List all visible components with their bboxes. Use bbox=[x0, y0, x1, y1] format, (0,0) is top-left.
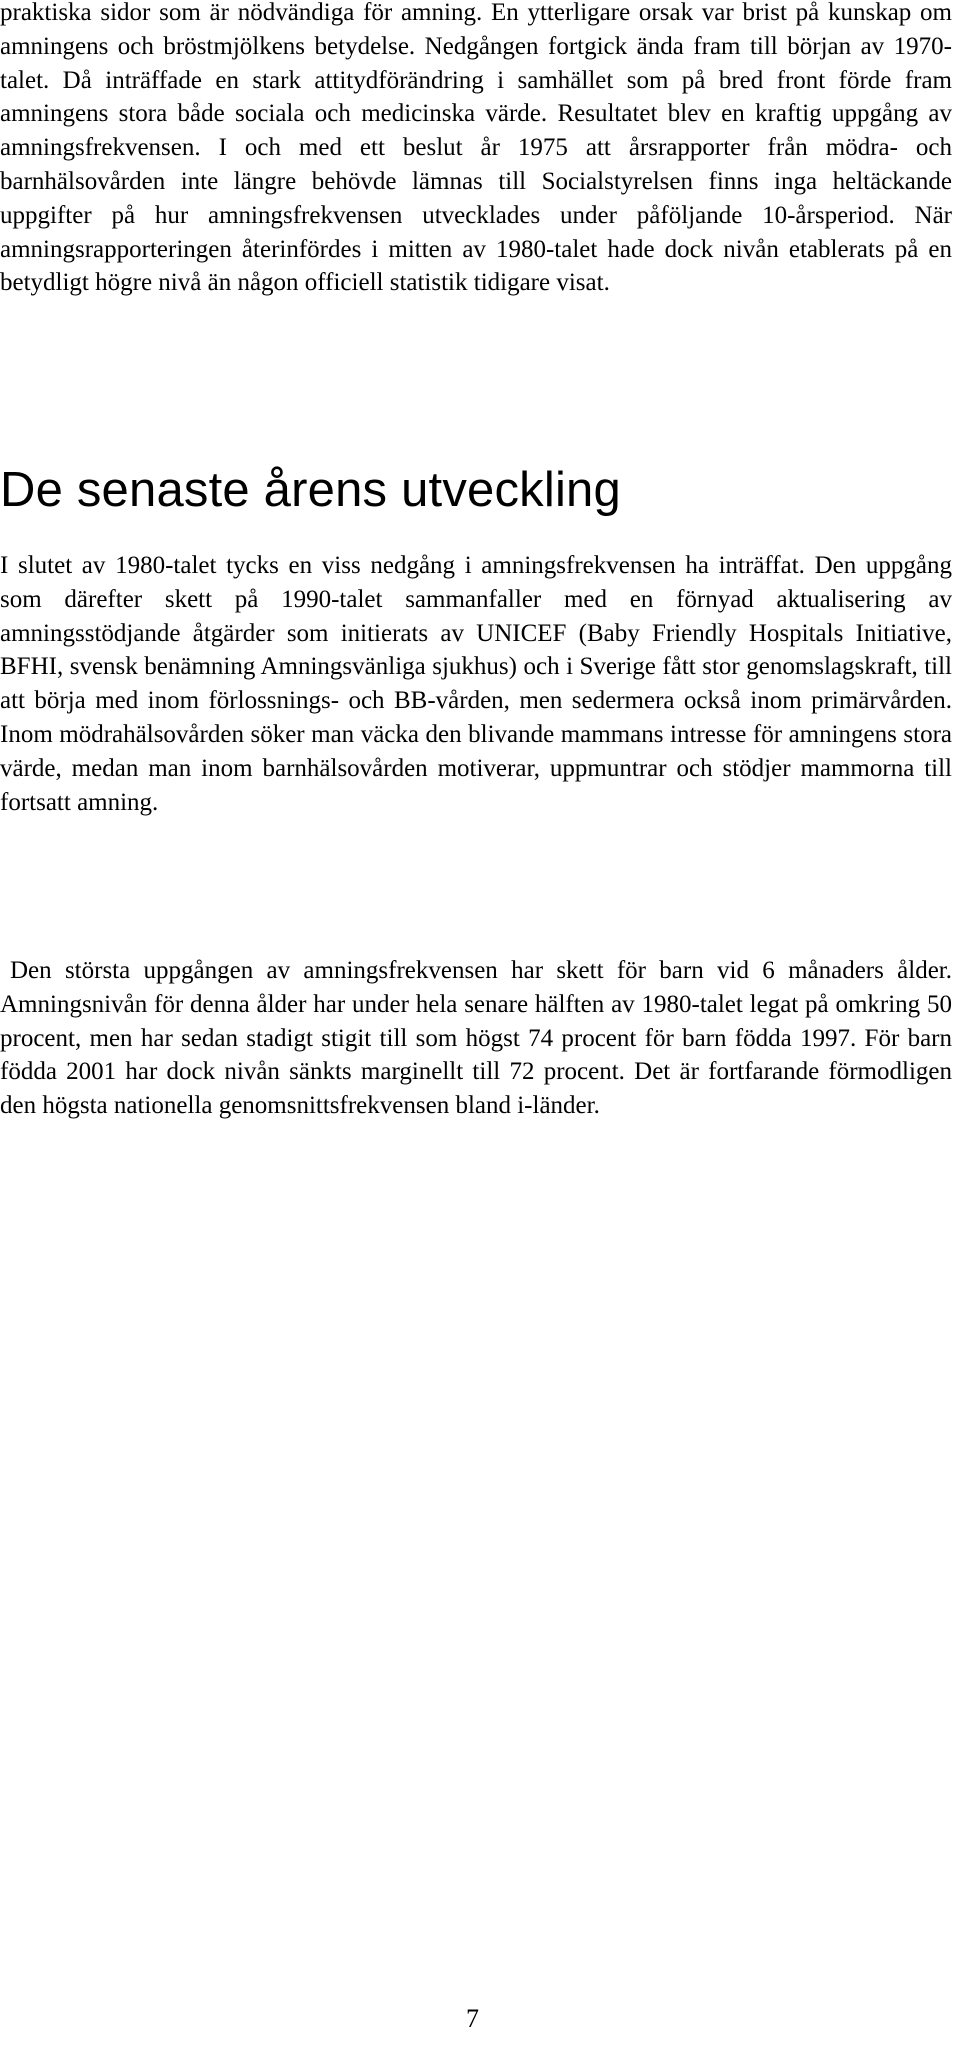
body-paragraph-decline: I slutet av 1980-talet tycks en viss nedgång i amningsfrekvensen ha inträffat. Den uppgång som därefter skett på 1990-talet sammanfaller med en förnyad aktualisering av amningsstödjande åtgärder som initierats av UNICEF (Baby Friendly Hospitals Initiative, BFHI, svensk benämning Amningsvänliga sjukhus) och i Sverige fått stor genomslagskraft, till att börja med inom förlossnings- och BB-vården, men sedermera också inom primärvården. Inom mödrahälsovården söker man väcka den blivande mammans intresse för amningens stora värde, medan man inom barnhälsovården motiverar, uppmuntrar och stödjer mammorna till fortsatt amning. bbox=[0, 552, 952, 816]
page-number: 7 bbox=[466, 2004, 479, 2033]
body-paragraph-six-months: Den största uppgången av amningsfrekvensen har skett för barn vid 6 månaders ålder. Amningsnivån för denna ålder har under hela senare hälften av 1980-talet legat på omkring 50 procent, men har sedan stadigt stigit till som högst 74 procent för barn födda 1997. För barn födda 2001 har dock nivån sänkts marginellt till 72 procent. Det är fortfarande förmodligen den högsta nationella genomsnittsfrekvensen bland i-länder. bbox=[0, 957, 952, 1120]
section-heading: De senaste årens utveckling bbox=[0, 463, 621, 517]
body-paragraph-intro: praktiska sidor som är nödvändiga för amning. En ytterligare orsak var brist på kunskap om amningens och bröstmjölkens betydelse. Nedgången fortgick ända fram till början av 1970-talet. Då inträffade en stark attitydförändring i samhället som på bred front förde fram amningens stora både sociala och medicinska värde. Resultatet blev en kraftig uppgång av amningsfrekvensen. I och med ett beslut år 1975 att årsrapporter från mödra- och barnhälsovården inte längre behövde lämnas till Socialstyrelsen finns inga heltäckande uppgifter på hur amningsfrekvensen utvecklades under påföljande 10-årsperiod. När amningsrapporteringen återinfördes i mitten av 1980-talet hade dock nivån etablerats på en betydligt högre nivå än någon officiell statistik tidigare visat. bbox=[0, 0, 952, 297]
